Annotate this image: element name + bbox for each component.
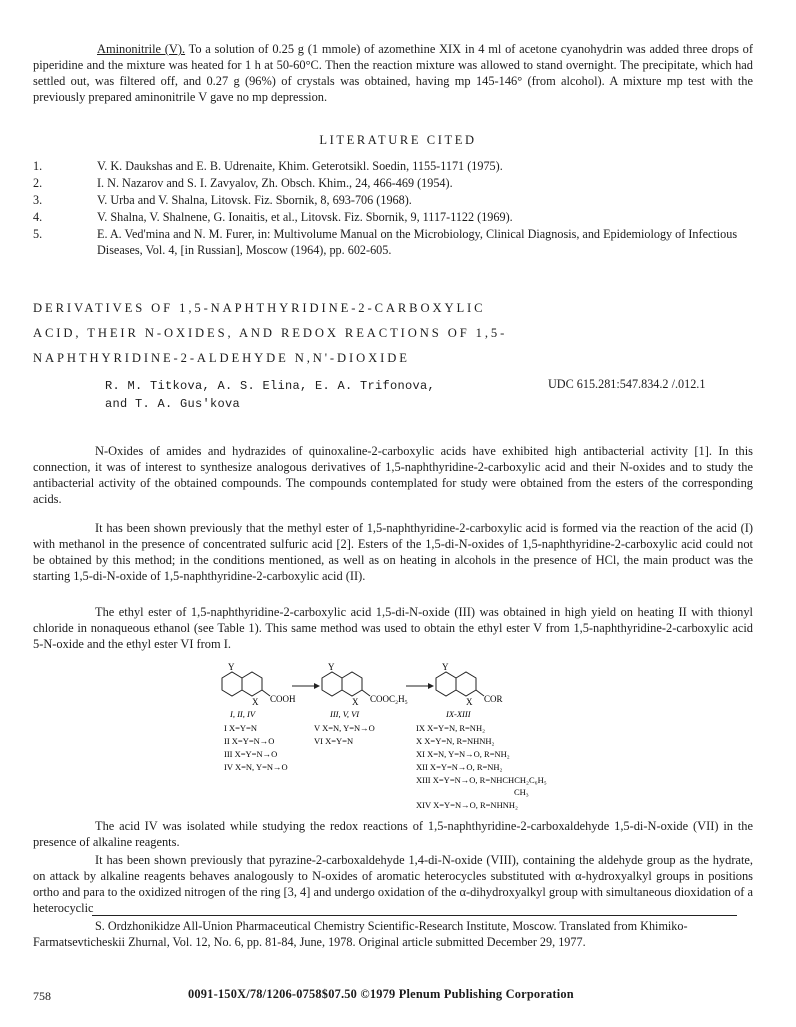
- experimental-paragraph: [33, 41, 753, 105]
- scheme-x-label: X: [352, 697, 359, 707]
- body-paragraph: It has been shown previously that the methyl ester of 1,5-naphthyridine-2-carboxylic acid is formed via the reaction of the acid (I) with methanol in the presence of concentrated sulfuric acid [2]. Esters of the 1,5-di-N-oxides of 1,5-naphthyridine-2-carboxylic acid could not be obtained by this method; in the conditions mentioned, as well as on heating in alcohols in the presence of HCl, the main product was the starting 1,5-di-N-oxide of 1,5-naphthyridine-2-carboxylic acid (II).: [33, 521, 753, 583]
- scheme-x-label: X: [466, 697, 473, 707]
- reference-number: 5.: [33, 227, 43, 241]
- authors-line: and T. A. Gus'kova: [105, 397, 241, 411]
- scheme-legend-entry: V X=N, Y=N→O: [314, 723, 375, 733]
- scheme-legend-entry: XI X=N, Y=N→O, R=NH₂: [416, 749, 510, 759]
- scheme-legend-entry: X X=Y=N, R=NHNH₂: [416, 736, 495, 746]
- authors-line: R. M. Titkova, A. S. Elina, E. A. Trifonova,: [105, 379, 436, 393]
- author-list: [105, 377, 435, 413]
- scheme-legend-entry: IV X=N, Y=N→O: [224, 762, 288, 772]
- article-title-line: NAPHTHYRIDINE-2-ALDEHYDE N,N'-DIOXIDE: [33, 351, 410, 365]
- body-paragraph: The ethyl ester of 1,5-naphthyridine-2-carboxylic acid 1,5-di-N-oxide (III) was obtained in high yield on heating II with thionyl chloride in nonaqueous ethanol (see Table 1). This same method was used to obtain the ethyl ester V from 1,5-naphthyridine-2-carboxylic acid 5-N-oxide and the ethyl ester VI from I.: [33, 605, 753, 651]
- scheme-legend-entry: IX X=Y=N, R=NH₂: [416, 723, 486, 733]
- udc-code: UDC 615.281:547.834.2 /.012.1: [548, 377, 706, 391]
- body-paragraph: The acid IV was isolated while studying the redox reactions of 1,5-naphthyridine-2-carboxaldehyde 1,5-di-N-oxide (VII) in the presence of alkaline reagents.: [33, 819, 753, 849]
- affiliation-footnote: S. Ordzhonikidze All-Union Pharmaceutical Chemistry Scientific-Research Institute, Moscow. Translated from Khimiko-Farmatsevticheskii Zhurnal, Vol. 12, No. 6, pp. 81-84, June, 1978. Original article submitted December 29, 1977.: [33, 919, 688, 949]
- article-title-line: ACID, THEIR N-OXIDES, AND REDOX REACTIONS OF 1,5-: [33, 326, 508, 340]
- literature-cited-heading: LITERATURE CITED: [319, 133, 477, 147]
- experimental-text: To a solution of 0.25 g (1 mmole) of azomethine XIX in 4 ml of acetone cyanohydrin was added three drops of piperidine and the mixture was heated for 1 h at 50-60°C. Then the reaction mixture was allowed to stand overnight. The precipitate, which had settled out, was filtered off, and 0.27 g (96%) of crystals was obtained, having mp 145-146° (from alcohol). A mixture mp test with the previously prepared aminonitrile V gave no mp depression.: [33, 42, 753, 104]
- scheme-compound-label: IX-XIII: [446, 709, 471, 719]
- reaction-scheme-drawing: [210, 658, 590, 818]
- scheme-legend-entry: III X=Y=N→O: [224, 749, 278, 759]
- scheme-y-label: Y: [328, 662, 335, 672]
- body-paragraph: It has been shown previously that pyrazine-2-carboxaldehyde 1,4-di-N-oxide (VIII), containing the aldehyde group as the hydrate, on attack by alkaline reagents behaves analogously to N-oxides of aromatic heterocycles substituted with α-hydroxyalkyl groups in positions ortho and para to the oxidized nitrogen of the ring [3, 4] and undergo oxidation of the α-dihydroxyalkyl group with simultaneous dioxidation of a heterocyclic: [33, 853, 753, 915]
- scheme-compound-label: III, V, VI: [330, 709, 360, 719]
- footnote-rule: [92, 915, 737, 916]
- scheme-legend-entry: XII X=Y=N→O, R=NH₂: [416, 762, 503, 772]
- reference-number: 1.: [33, 159, 43, 173]
- scheme-x-label: X: [252, 697, 259, 707]
- reference-text: V. Shalna, V. Shalnene, G. Ionaitis, et al., Litovsk. Fiz. Sbornik, 9, 1117-1122 (1969).: [97, 210, 513, 224]
- compound-heading: Aminonitrile (V).: [97, 42, 186, 56]
- reference-number: 4.: [33, 210, 43, 224]
- reference-number: 3.: [33, 193, 43, 207]
- scheme-legend-entry: XIV X=Y=N→O, R=NHNH₂: [416, 800, 518, 810]
- scheme-compound-label: I, II, IV: [230, 709, 256, 719]
- page-number: 758: [33, 989, 51, 1003]
- reaction-scheme: [210, 658, 590, 818]
- reference-text: E. A. Ved'mina and N. M. Furer, in: Multivolume Manual on the Microbiology, Clinical Diagnosis, and Epidemiology of Infectious Diseases, Vol. 4, [in Russian], Moscow (1964), pp. 602-605.: [97, 227, 738, 257]
- copyright-line: 0091-150X/78/1206-0758$07.50 ©1979 Plenum Publishing Corporation: [188, 987, 574, 1001]
- reference-number: 2.: [33, 176, 43, 190]
- reference-text: V. K. Daukshas and E. B. Udrenaite, Khim. Geterotsikl. Soedin, 1155-1171 (1975).: [97, 159, 503, 173]
- scheme-y-label: Y: [228, 662, 235, 672]
- scheme-legend-entry: I X=Y=N: [224, 723, 257, 733]
- scheme-legend-entry: XIII X=Y=N→O, R=NHCHCH₂C₆H₅: [416, 775, 547, 785]
- reference-text: V. Urba and V. Shalna, Litovsk. Fiz. Sbornik, 8, 693-706 (1968).: [97, 193, 412, 207]
- intro-paragraph: N-Oxides of amides and hydrazides of quinoxaline-2-carboxylic acids have exhibited high antibacterial activity [1]. In this connection, it was of interest to synthesize analogous derivatives of 1,5-naphthyridine-2-carboxylic acid and their N-oxides and to study the antibacterial activity of the obtained compounds. The compounds contemplated for study were obtained from the esters of the corresponding acids.: [33, 444, 753, 506]
- scheme-substituent: COOH: [270, 694, 296, 704]
- scheme-legend-entry: II X=Y=N→O: [224, 736, 275, 746]
- reference-text: I. N. Nazarov and S. I. Zavyalov, Zh. Obsch. Khim., 24, 466-469 (1954).: [97, 176, 453, 190]
- scheme-substituent: COR: [484, 694, 503, 704]
- scheme-legend-entry: CH₃: [514, 787, 529, 797]
- scheme-substituent: COOC₂H₅: [370, 694, 408, 704]
- scheme-y-label: Y: [442, 662, 449, 672]
- scheme-legend-entry: VI X=Y=N: [314, 736, 354, 746]
- article-title-line: DERIVATIVES OF 1,5-NAPHTHYRIDINE-2-CARBOXYLIC: [33, 301, 486, 315]
